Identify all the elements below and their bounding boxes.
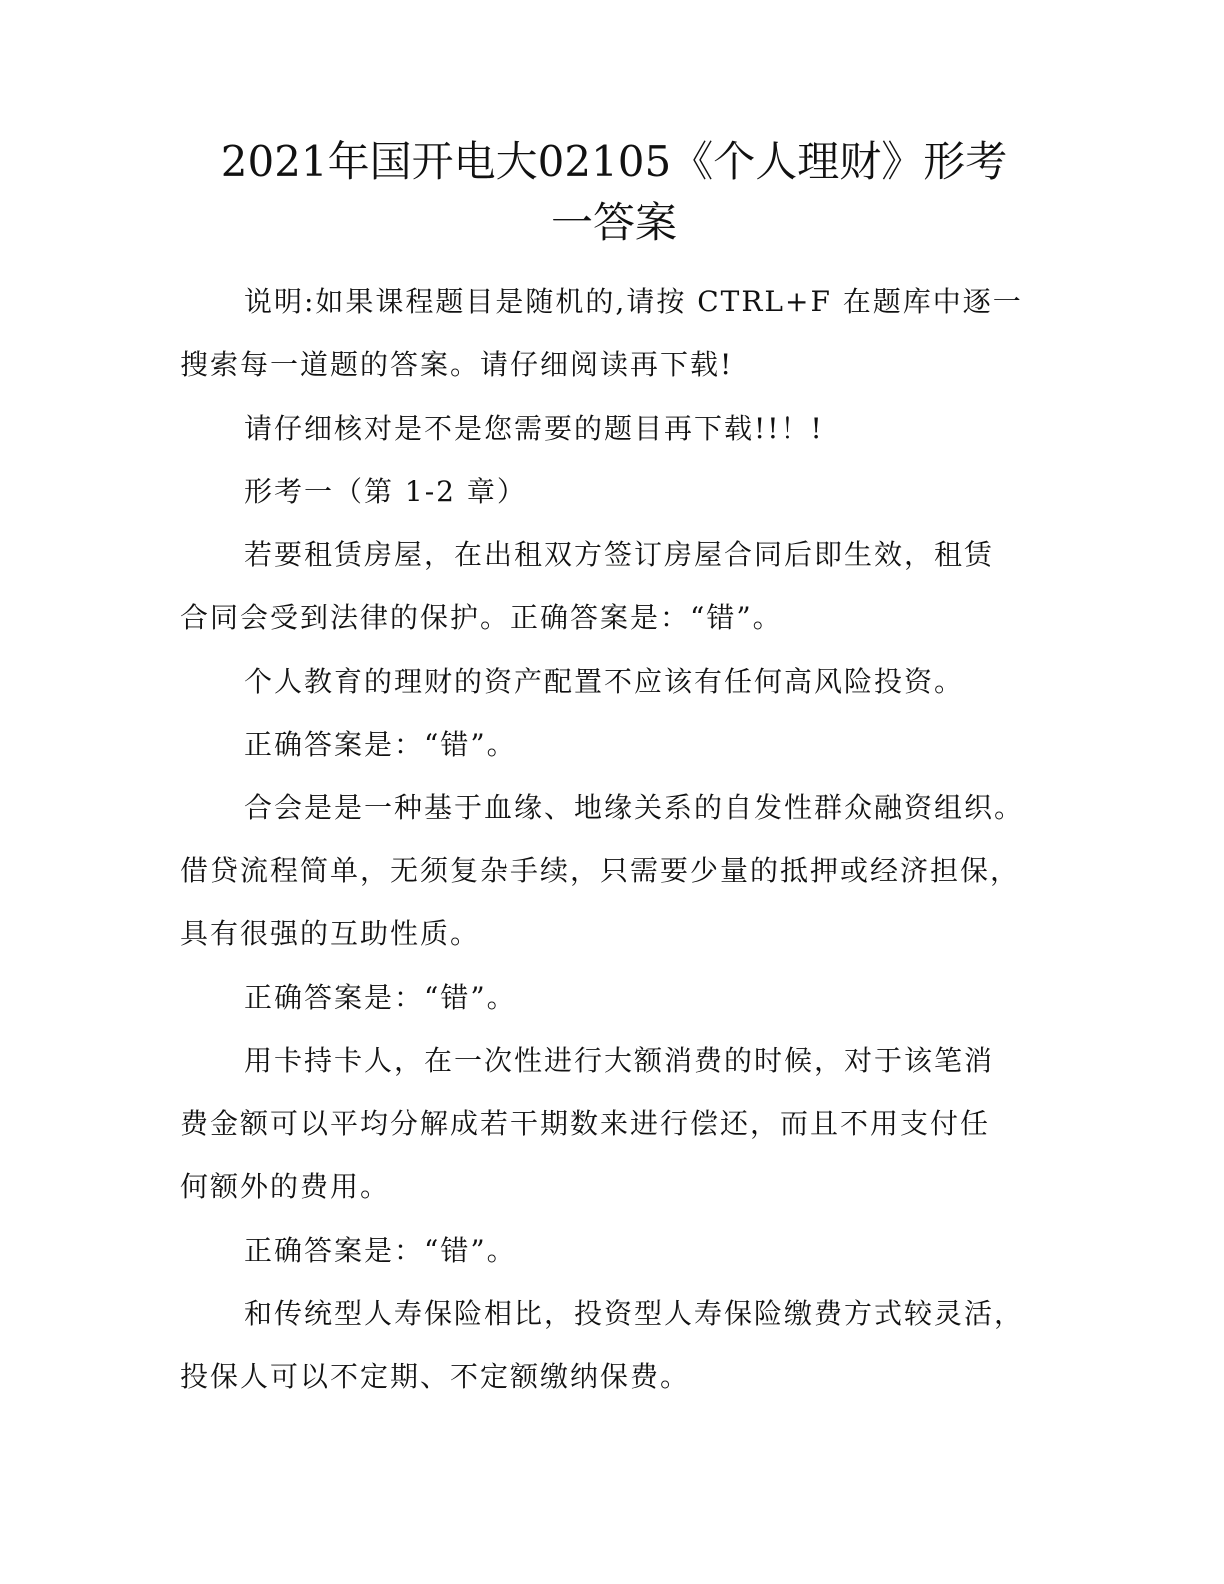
section-heading: 形考一（第 1-2 章）: [244, 475, 527, 508]
question-4-line-1: 用卡持卡人，在一次性进行大额消费的时候，对于该笔消: [244, 1044, 995, 1077]
question-4-line-3: 何额外的费用。: [180, 1170, 391, 1203]
question-4-answer: 正确答案是：“错”。: [244, 1234, 517, 1267]
question-3-line-1: 合会是是一种基于血缘、地缘关系的自发性群众融资组织。: [244, 791, 1025, 824]
question-3-answer: 正确答案是：“错”。: [244, 981, 517, 1014]
question-1-line-1: 若要租赁房屋，在出租双方签订房屋合同后即生效，租赁: [244, 538, 995, 571]
question-2-answer: 正确答案是：“错”。: [244, 728, 517, 761]
question-5-line-2: 投保人可以不定期、不定额缴纳保费。: [180, 1360, 691, 1393]
question-3-line-3: 具有很强的互助性质。: [180, 917, 481, 950]
question-2-text: 个人教育的理财的资产配置不应该有任何高风险投资。: [244, 665, 965, 698]
question-5-line-1: 和传统型人寿保险相比，投资型人寿保险缴费方式较灵活，: [244, 1297, 1025, 1330]
instruction-line-2: 搜索每一道题的答案。请仔细阅读再下载!: [180, 348, 734, 381]
document-title-line-2: 一答案: [550, 198, 677, 247]
document-title-line-1: 2021年国开电大02105《个人理财》形考: [220, 137, 1008, 186]
question-1-line-2: 合同会受到法律的保护。正确答案是：“错”。: [180, 601, 783, 634]
question-3-line-2: 借贷流程简单，无须复杂手续，只需要少量的抵押或经济担保，: [180, 854, 1021, 887]
question-4-line-2: 费金额可以平均分解成若干期数来进行偿还，而且不用支付任: [180, 1107, 991, 1140]
verify-notice: 请仔细核对是不是您需要的题目再下载!!！!: [244, 412, 824, 445]
instruction-line-1: 说明:如果课程题目是随机的,请按 CTRL+F 在题库中逐一: [244, 285, 1023, 318]
